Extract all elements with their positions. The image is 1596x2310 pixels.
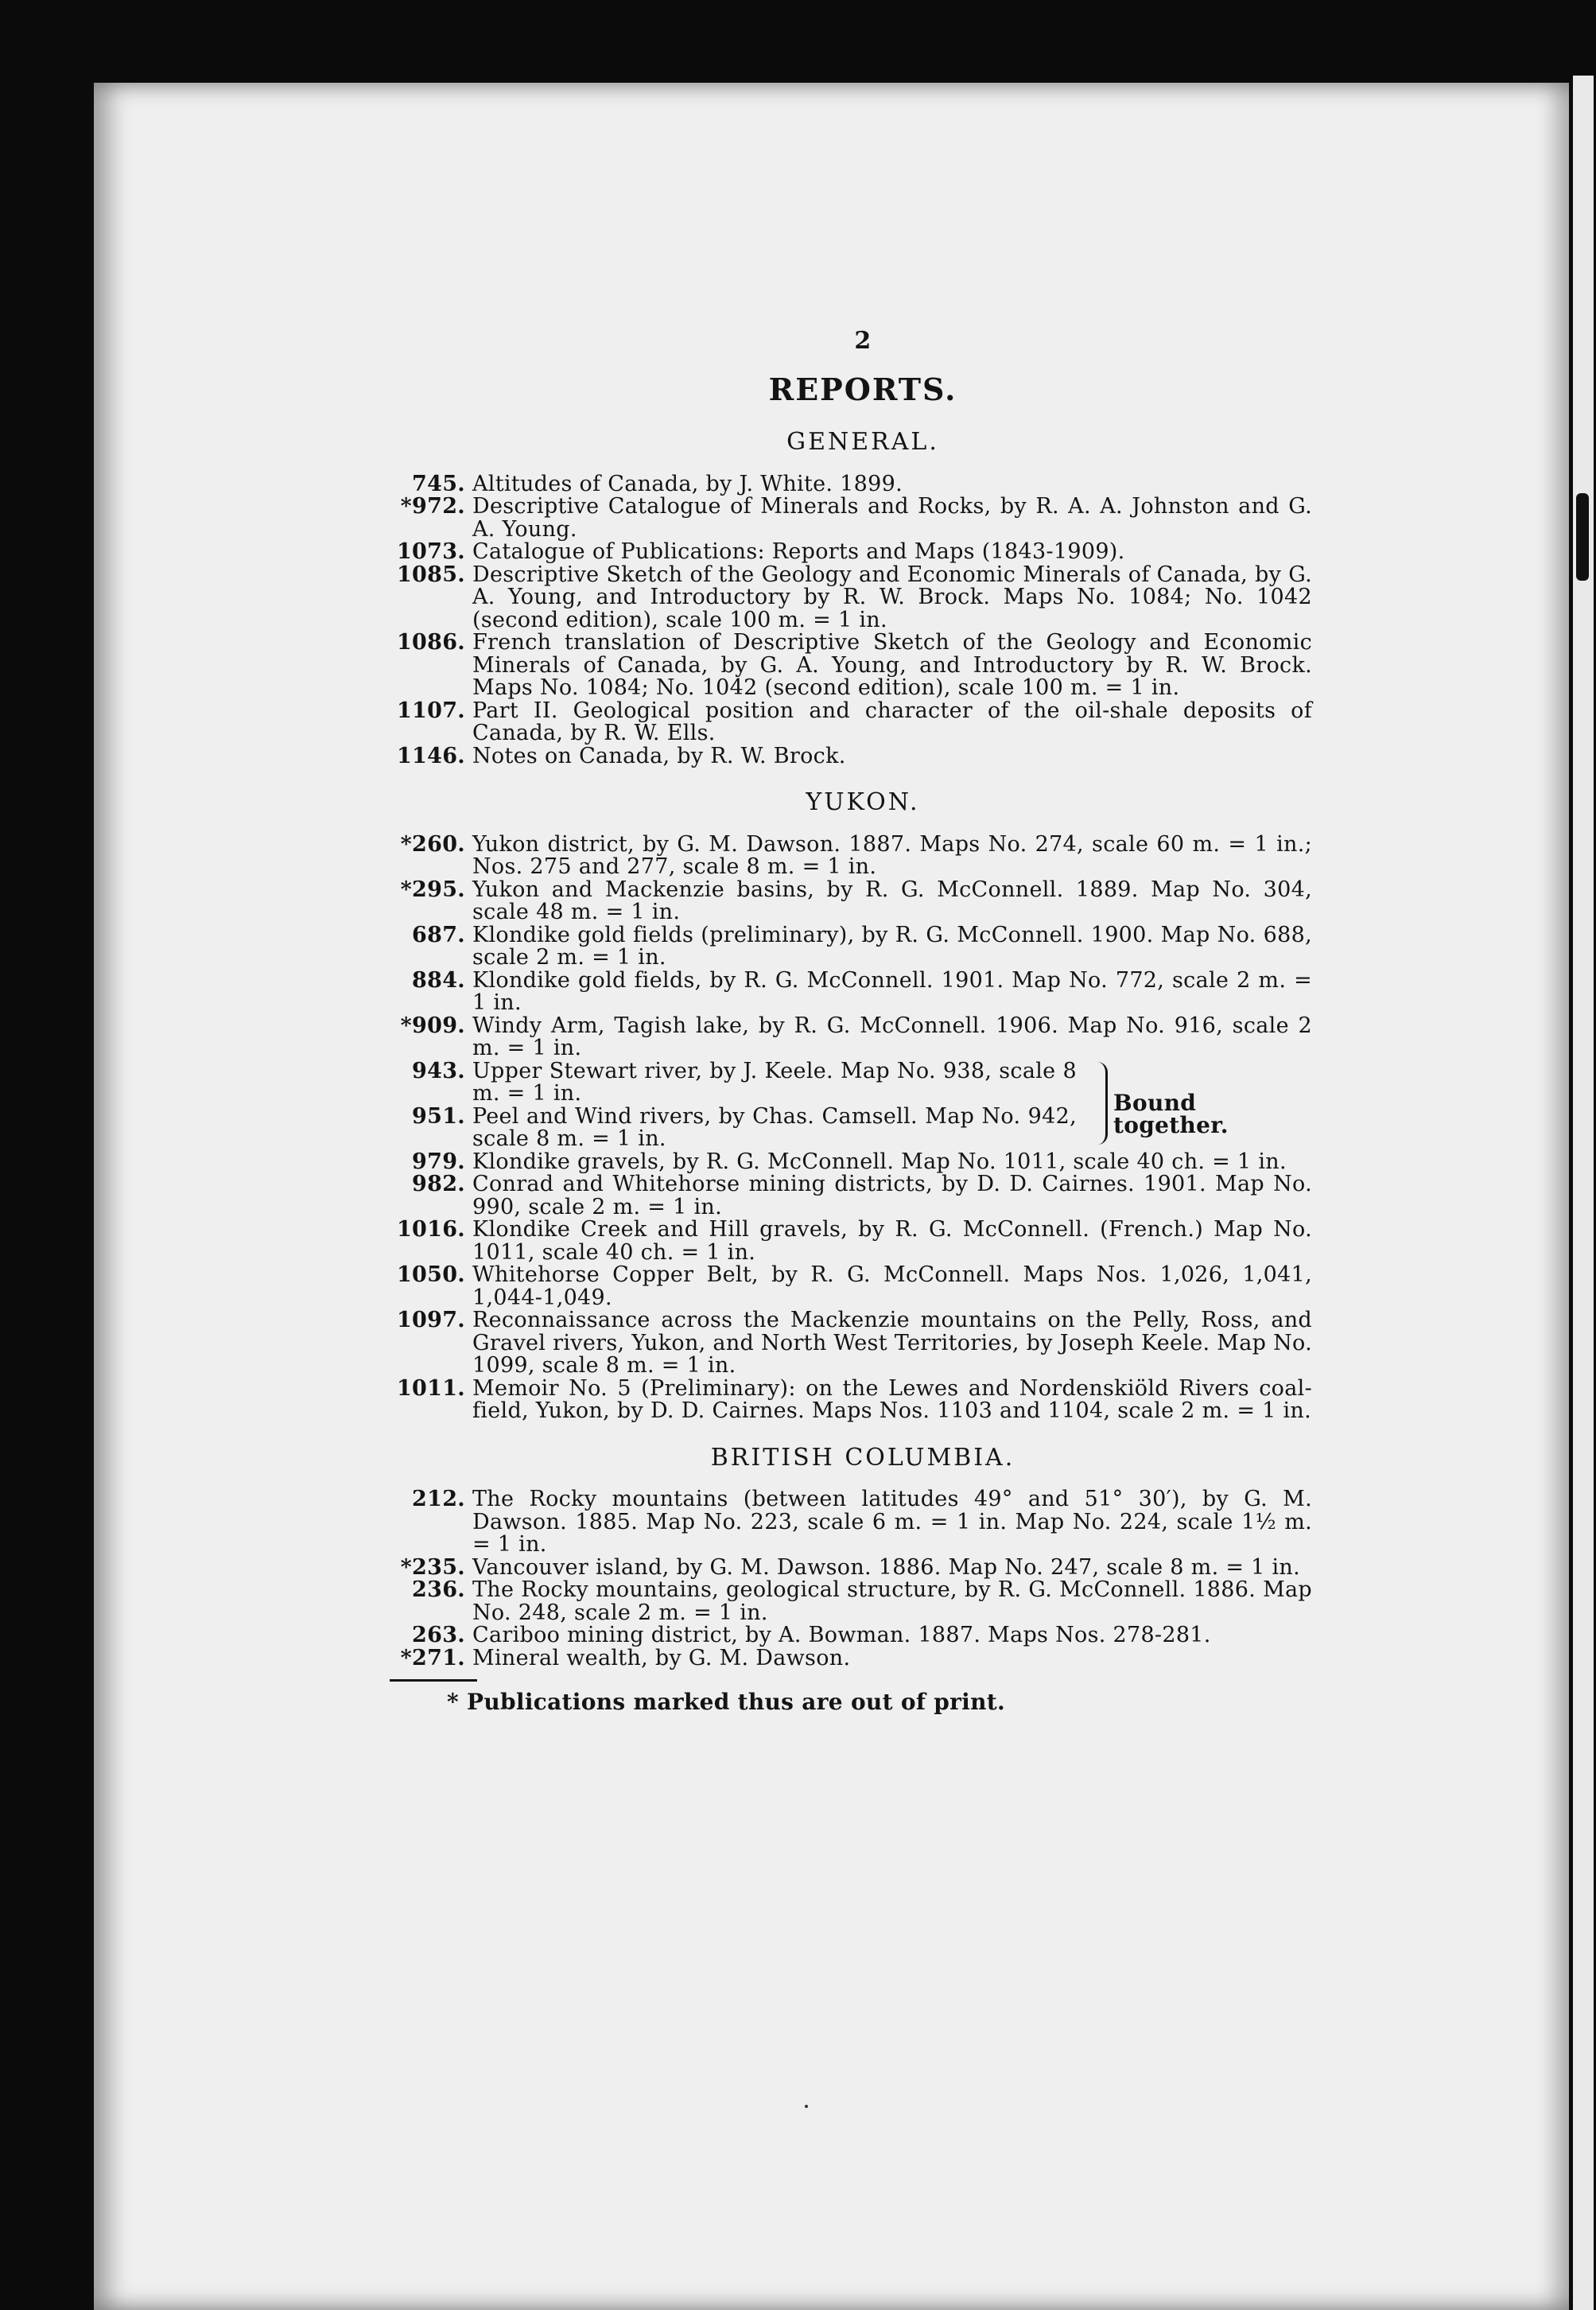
- curly-brace: [1097, 1062, 1108, 1145]
- bound-together-group: [414, 1060, 1312, 1151]
- entry-text: Klondike gold fields (preliminary), by R. G. McConnell. 1900. Map No. 688, scale 2 m. = 1 in.: [472, 922, 1312, 970]
- footnote-rule: [390, 1679, 477, 1682]
- entry-text: Windy Arm, Tagish lake, by R. G. McConnell. 1906. Map No. 916, scale 2 m. = 1 in.: [472, 1013, 1312, 1060]
- entry-number: 236.: [412, 1577, 465, 1602]
- entry-text: Altitudes of Canada, by J. White. 1899.: [472, 471, 903, 496]
- list-item: [414, 1579, 1312, 1624]
- list-item: [396, 539, 1312, 564]
- entry-number: 1146.: [396, 743, 465, 768]
- list-item: [414, 1151, 1312, 1174]
- footnote: * Publications marked thus are out of print.: [447, 1689, 1006, 1715]
- list-item: [412, 967, 1312, 1015]
- list-item: [414, 1173, 1312, 1219]
- section-heading-yukon: YUKON.: [806, 788, 920, 816]
- paper-speck: [805, 2105, 808, 2108]
- list-item: [414, 473, 1312, 496]
- bound-together-label: Bound together.: [1113, 1089, 1229, 1138]
- entry-text: The Rocky mountains, geological structure, by R. G. McConnell. 1886. Map No. 248, scale 2 m. = 1 in.: [472, 1577, 1312, 1625]
- section-yukon: [396, 831, 1312, 1423]
- entry-number: 1107.: [396, 698, 465, 723]
- entry-number: 979.: [412, 1149, 465, 1174]
- entry-number: *235.: [400, 1554, 465, 1580]
- entry-number: 687.: [412, 922, 465, 947]
- entry-number: *260.: [400, 831, 465, 857]
- entry-number: *271.: [400, 1645, 465, 1670]
- entry-number: 1086.: [396, 630, 465, 655]
- entry-number: 943.: [412, 1058, 465, 1083]
- binding-mark: [1576, 493, 1589, 581]
- list-item: [400, 494, 1312, 542]
- section-general: [396, 471, 1312, 768]
- entry-text: Klondike Creek and Hill gravels, by R. G. McConnell. (French.) Map No. 1011, scale 40 ch. = 1 in.: [472, 1217, 1312, 1265]
- list-item: [400, 1554, 1312, 1580]
- list-item: [400, 831, 1312, 879]
- list-item: [400, 877, 1312, 924]
- section-heading-british-columbia: BRITISH COLUMBIA.: [710, 1443, 1015, 1472]
- entry-number: 212.: [412, 1487, 465, 1511]
- entry-number: 951.: [412, 1103, 465, 1129]
- entry-number: 1016.: [396, 1217, 465, 1242]
- entry-text: Cariboo mining district, by A. Bowman. 1887. Maps Nos. 278-281.: [472, 1623, 1211, 1647]
- entry-number: 1011.: [396, 1375, 465, 1401]
- entry-text: Klondike gravels, by R. G. McConnell. Map No. 1011, scale 40 ch. = 1 in.: [472, 1149, 1287, 1174]
- entry-text: Yukon district, by G. M. Dawson. 1887. Maps No. 274, scale 60 m. = 1 in.; Nos. 275 and 277, scale 8 m. = 1 in.: [472, 831, 1312, 879]
- entry-number: 884.: [412, 967, 465, 993]
- adjacent-page-edge: [1573, 76, 1594, 2310]
- entry-text: Catalogue of Publications: Reports and Maps (1843-1909).: [472, 539, 1125, 564]
- list-item: [396, 1262, 1312, 1310]
- entry-text: Klondike gold fields, by R. G. McConnell. 1901. Map No. 772, scale 2 m. = 1 in.: [472, 967, 1312, 1015]
- list-item: [396, 1217, 1312, 1265]
- list-item: [396, 743, 1312, 768]
- entry-number: *972.: [400, 494, 465, 519]
- entry-text: The Rocky mountains (between latitudes 49° and 51° 30′), by G. M. Dawson. 1885. Map No. 223, scale 6 m. = 1 in. Map No. 224, scale 1½ m. = 1 in.: [472, 1487, 1312, 1557]
- list-item: [396, 1375, 1312, 1423]
- entry-number: 1073.: [396, 539, 465, 564]
- section-british-columbia: [400, 1487, 1312, 1670]
- list-item: [396, 630, 1312, 700]
- entry-text: Vancouver island, by G. M. Dawson. 1886. Map No. 247, scale 8 m. = 1 in.: [472, 1554, 1301, 1580]
- list-item: [396, 698, 1312, 745]
- list-item: [414, 1488, 1312, 1557]
- entry-text: Memoir No. 5 (Preliminary): on the Lewes and Nordenskiöld Rivers coal-field, Yukon, by D. D. Cairnes. Maps Nos. 1103 and 1104, scale 2 m. = 1 in.: [472, 1375, 1312, 1423]
- entry-text: Descriptive Sketch of the Geology and Economic Minerals of Canada, by G. A. Young, and Introductory by R. W. Brock. Maps No. 1084; No. 1042 (second edition), scale 100 m. = 1 in.: [472, 562, 1312, 632]
- entry-number: 982.: [412, 1172, 465, 1196]
- entry-text: Yukon and Mackenzie basins, by R. G. McConnell. 1889. Map No. 304, scale 48 m. = 1 in.: [472, 877, 1312, 924]
- entry-text: Peel and Wind rivers, by Chas. Camsell. Map No. 942, scale 8 m. = 1 in.: [472, 1103, 1077, 1151]
- entry-text: Part II. Geological position and character of the oil-shale deposits of Canada, by R. W. Ells.: [472, 698, 1312, 745]
- entry-number: 263.: [412, 1623, 465, 1647]
- entry-number: *909.: [400, 1013, 465, 1038]
- entry-number: 745.: [412, 471, 465, 496]
- entry-number: 1097.: [396, 1308, 465, 1332]
- page-number: 2: [854, 327, 872, 355]
- list-item: [414, 924, 1312, 970]
- list-item: [400, 1013, 1312, 1060]
- entry-text: Notes on Canada, by R. W. Brock.: [472, 743, 846, 768]
- list-item: [396, 562, 1312, 632]
- page-content: [396, 327, 1312, 1715]
- page-title: REPORTS.: [768, 371, 957, 407]
- entry-text: Reconnaissance across the Mackenzie mountains on the Pelly, Ross, and Gravel rivers, Yukon, and North West Territories, by Joseph Keele. Map No. 1099, scale 8 m. = 1 in.: [472, 1308, 1312, 1378]
- list-item: [414, 1624, 1312, 1647]
- entry-number: *295.: [400, 877, 465, 902]
- entry-text: Conrad and Whitehorse mining districts, by D. D. Cairnes. 1901. Map No. 990, scale 2 m. = 1 in.: [472, 1172, 1312, 1219]
- list-item: [400, 1645, 1312, 1670]
- entry-text: Mineral wealth, by G. M. Dawson.: [472, 1645, 851, 1670]
- entry-text: Descriptive Catalogue of Minerals and Rocks, by R. A. A. Johnston and G. A. Young.: [472, 494, 1312, 542]
- entry-number: 1085.: [396, 562, 465, 587]
- entry-text: Upper Stewart river, by J. Keele. Map No. 938, scale 8 m. = 1 in.: [472, 1058, 1077, 1106]
- list-item: [396, 1308, 1312, 1378]
- entry-text: French translation of Descriptive Sketch of the Geology and Economic Minerals of Canada, by G. A. Young, and Introductory by R. W. Brock. Maps No. 1084; No. 1042 (second edition), scale 100 m. = 1 in.: [472, 630, 1312, 700]
- section-heading-general: GENERAL.: [786, 428, 939, 456]
- entry-number: 1050.: [396, 1262, 465, 1287]
- entry-text: Whitehorse Copper Belt, by R. G. McConnell. Maps Nos. 1,026, 1,041, 1,044-1,049.: [472, 1262, 1312, 1310]
